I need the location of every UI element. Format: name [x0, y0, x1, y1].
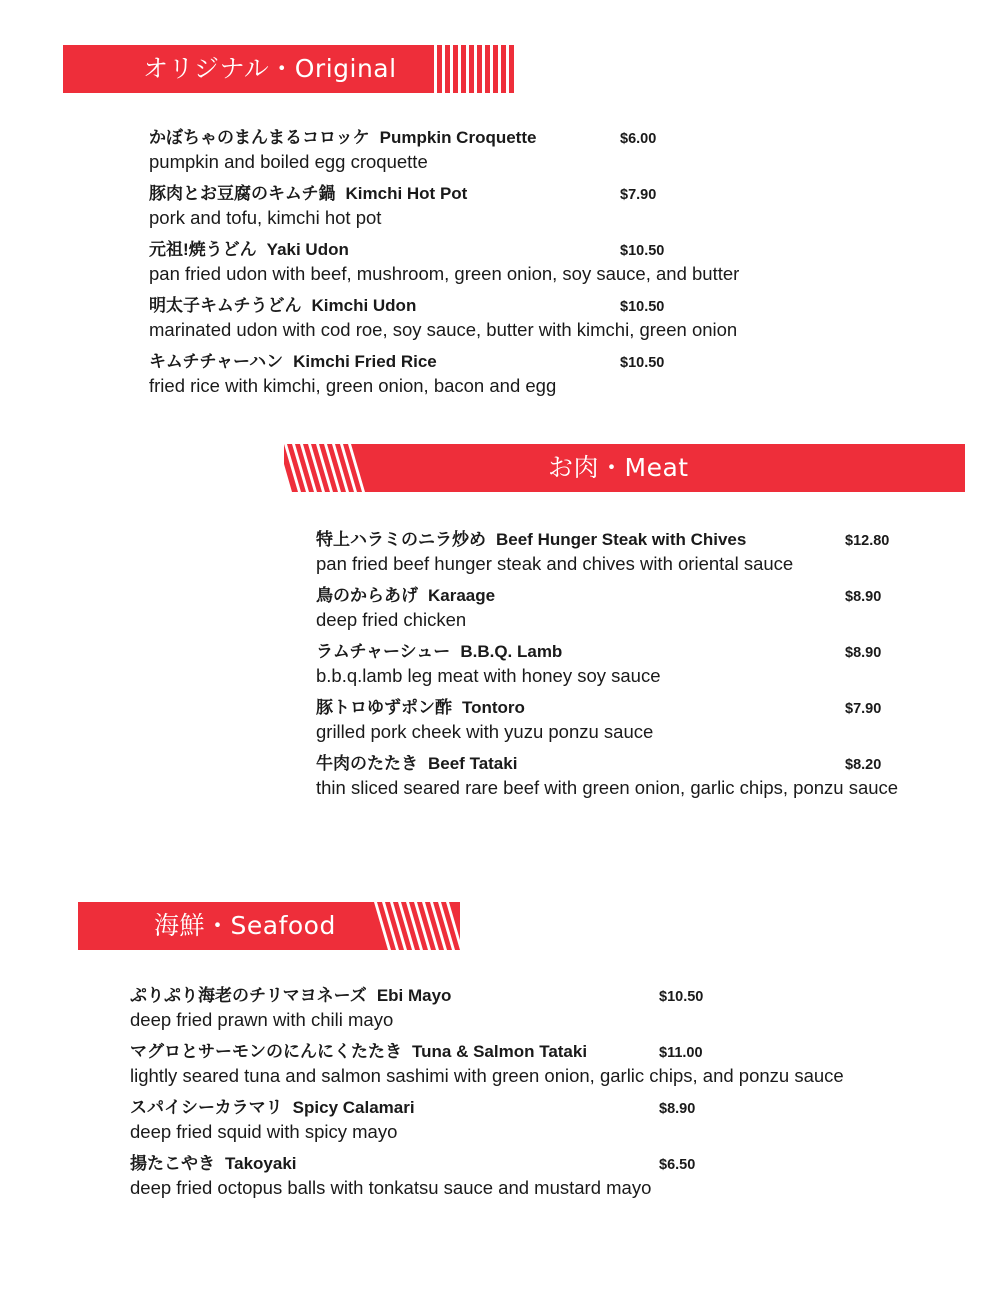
menu-item-name: キムチチャーハン Kimchi Fried Rice: [149, 352, 437, 371]
menu-item-name: 明太子キムチうどん Kimchi Udon: [149, 296, 417, 315]
menu-item-price: $7.90: [620, 187, 657, 203]
menu-item-name: 元祖!焼うどん Yaki Udon: [149, 240, 349, 259]
menu-item: [316, 585, 882, 632]
menu-item-description: marinated udon with cod roe, soy sauce, butter with kimchi, green onion: [149, 319, 738, 340]
menu-item-description: deep fried prawn with chili mayo: [130, 1009, 394, 1030]
menu-item-price: $11.00: [659, 1045, 703, 1061]
menu-item-description: pork and tofu, kimchi hot pot: [149, 207, 382, 228]
seafood-section-title: 海鮮・Seafood: [154, 911, 336, 940]
menu-item-name: 特上ハラミのニラ炒め Beef Hunger Steak with Chives: [316, 530, 747, 549]
menu-item-description: grilled pork cheek with yuzu ponzu sauce: [316, 721, 654, 742]
menu-item-price: $8.90: [845, 589, 882, 605]
menu-item-name: 鳥のからあげ Karaage: [316, 586, 496, 605]
menu-item: [316, 529, 890, 576]
menu-item: [130, 985, 704, 1032]
menu-item: [130, 1041, 844, 1088]
menu-item-name: ぷりぷり海老のチリマヨネーズ Ebi Mayo: [130, 986, 452, 1005]
menu-item-price: $10.50: [620, 299, 665, 315]
seafood-section-banner: [78, 902, 460, 950]
menu-item-name: かぼちゃのまんまるコロッケ Pumpkin Croquette: [149, 128, 537, 147]
menu-item-name: 牛肉のたたき Beef Tataki: [316, 754, 518, 773]
meat-section-banner: [284, 444, 965, 492]
original-section-title: オリジナル・Original: [143, 54, 397, 83]
menu-item-name: スパイシーカラマリ Spicy Calamari: [130, 1098, 415, 1117]
menu-item-description: deep fried chicken: [316, 609, 467, 630]
menu-item: [149, 351, 665, 398]
menu-item-name: 豚トロゆずポン酢 Tontoro: [316, 698, 525, 717]
menu-item: [316, 753, 898, 800]
menu-item-name: ラムチャーシュー B.B.Q. Lamb: [316, 642, 563, 661]
menu-item-description: pumpkin and boiled egg croquette: [149, 151, 428, 172]
menu-item-price: $8.20: [845, 757, 882, 773]
banner-stripes-decoration: [284, 444, 368, 492]
menu-item: [130, 1153, 696, 1200]
menu-item-price: $10.50: [620, 243, 665, 259]
menu-item-description: pan fried udon with beef, mushroom, green onion, soy sauce, and butter: [149, 263, 740, 284]
menu-item: [149, 127, 657, 174]
menu-item-price: $10.50: [620, 355, 665, 371]
menu-item-description: pan fried beef hunger steak and chives with oriental sauce: [316, 553, 794, 574]
menu-item-price: $6.50: [659, 1157, 696, 1173]
menu-item-description: lightly seared tuna and salmon sashimi with green onion, garlic chips, and ponzu sauce: [130, 1065, 844, 1086]
menu-item-price: $8.90: [845, 645, 882, 661]
menu-item: [130, 1097, 696, 1144]
menu-item-price: $8.90: [659, 1101, 696, 1117]
menu-item-price: $10.50: [659, 989, 704, 1005]
menu-item-description: thin sliced seared rare beef with green onion, garlic chips, ponzu sauce: [316, 777, 899, 798]
original-section-banner: [63, 45, 514, 93]
menu-item: [149, 295, 737, 342]
menu-item-description: deep fried octopus balls with tonkatsu sauce and mustard mayo: [130, 1177, 652, 1198]
menu-item-name: マグロとサーモンのにんにくたたき Tuna & Salmon Tataki: [130, 1042, 588, 1061]
menu-item: [316, 697, 882, 744]
banner-stripes-decoration: [374, 902, 460, 950]
menu-item-name: 豚肉とお豆腐のキムチ鍋 Kimchi Hot Pot: [149, 184, 468, 203]
menu-item-price: $12.80: [845, 533, 890, 549]
menu-item-description: fried rice with kimchi, green onion, bacon and egg: [149, 375, 557, 396]
menu-item-description: b.b.q.lamb leg meat with honey soy sauce: [316, 665, 661, 686]
menu-item: [149, 183, 657, 230]
menu-item-price: $7.90: [845, 701, 882, 717]
banner-stripes-decoration: [433, 45, 514, 93]
menu-item: [149, 239, 739, 286]
menu-item-description: deep fried squid with spicy mayo: [130, 1121, 398, 1142]
menu-item-name: 揚たこやき Takoyaki: [130, 1154, 297, 1173]
menu-item-price: $6.00: [620, 131, 657, 147]
menu-item: [316, 641, 882, 688]
meat-section-title: お肉・Meat: [548, 453, 689, 482]
